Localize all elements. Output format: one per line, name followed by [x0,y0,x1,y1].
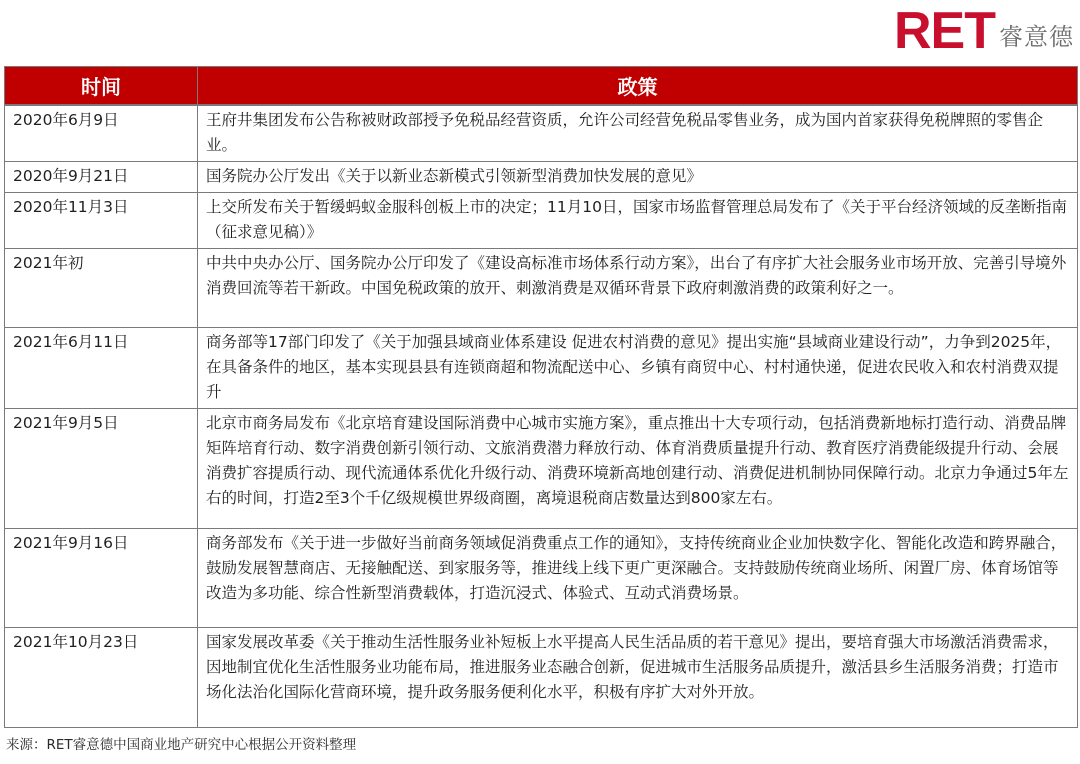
policy-cell: 国家发展改革委《关于推动生活性服务业补短板上水平提高人民生活品质的若干意见》提出，要培育强大市场激活消费需求，因地制宜优化生活性服务业功能布局，推进服务业态融合创新，促进城市生活服务品质提升，激活县乡生活服务消费；打造市场化法治化国际化营商环境，提升政务服务便利化水平，积极有序扩大对外开放。 [198,628,1078,728]
policy-cell: 国务院办公厅发出《关于以新业态新模式引领新型消费加快发展的意见》 [198,162,1078,193]
date-cell: 2021年初 [5,249,198,328]
policy-cell: 上交所发布关于暂缓蚂蚁金服科创板上市的决定；11月10日，国家市场监督管理总局发布了《关于平台经济领域的反垄断指南（征求意见稿）》 [198,193,1078,249]
column-header-policy: 政策 [198,67,1078,106]
date-cell: 2020年9月21日 [5,162,198,193]
date-cell: 2020年11月3日 [5,193,198,249]
source-note: 来源：RET睿意德中国商业地产研究中心根据公开资料整理 [6,737,357,753]
logo-brand: RET [894,2,995,60]
table-row [5,409,1078,529]
table-row [5,162,1078,193]
logo-brand-cn: 睿意德 [999,23,1074,51]
date-cell: 2020年6月9日 [5,105,198,162]
table-row [5,193,1078,249]
table-row [5,628,1078,728]
column-header-time: 时间 [5,67,198,106]
policy-cell: 中共中央办公厅、国务院办公厅印发了《建设高标准市场体系行动方案》，出台了有序扩大社会服务业市场开放、完善引导境外消费回流等若干新政。中国免税政策的放开、刺激消费是双循环背景下政府刺激消费的政策利好之一。 [198,249,1078,328]
table-row [5,328,1078,409]
policy-cell: 商务部发布《关于进一步做好当前商务领域促消费重点工作的通知》，支持传统商业企业加快数字化、智能化改造和跨界融合，鼓励发展智慧商店、无接触配送、到家服务等，推进线上线下更广更深融合。支持鼓励传统商业场所、闲置厂房、体育场馆等改造为多功能、综合性新型消费载体，打造沉浸式、体验式、互动式消费场景。 [198,529,1078,628]
table-row [5,105,1078,162]
table-header-row [5,67,1078,106]
policy-cell: 王府井集团发布公告称被财政部授予免税品经营资质，允许公司经营免税品零售业务，成为国内首家获得免税牌照的零售企业。 [198,105,1078,162]
date-cell: 2021年9月16日 [5,529,198,628]
table-row [5,249,1078,328]
date-cell: 2021年6月11日 [5,328,198,409]
policy-cell: 商务部等17部门印发了《关于加强县域商业体系建设 促进农村消费的意见》提出实施“县域商业建设行动”，力争到2025年，在具备条件的地区，基本实现县县有连锁商超和物流配送中心、乡镇有商贸中心、村村通快递，促进农民收入和农村消费双提升 [198,328,1078,409]
table-row [5,529,1078,628]
policy-cell: 北京市商务局发布《北京培育建设国际消费中心城市实施方案》，重点推出十大专项行动，包括消费新地标打造行动、消费品牌矩阵培育行动、数字消费创新引领行动、文旅消费潜力释放行动、体育消费质量提升行动、教育医疗消费能级提升行动、会展消费扩容提质行动、现代流通体系优化升级行动、消费环境新高地创建行动、消费促进机制协同保障行动。北京力争通过5年左右的时间，打造2至3个千亿级规模世界级商圈，离境退税商店数量达到800家左右。 [198,409,1078,529]
date-cell: 2021年9月5日 [5,409,198,529]
ret-logo [894,2,1074,60]
date-cell: 2021年10月23日 [5,628,198,728]
policy-timeline-table [4,66,1078,728]
